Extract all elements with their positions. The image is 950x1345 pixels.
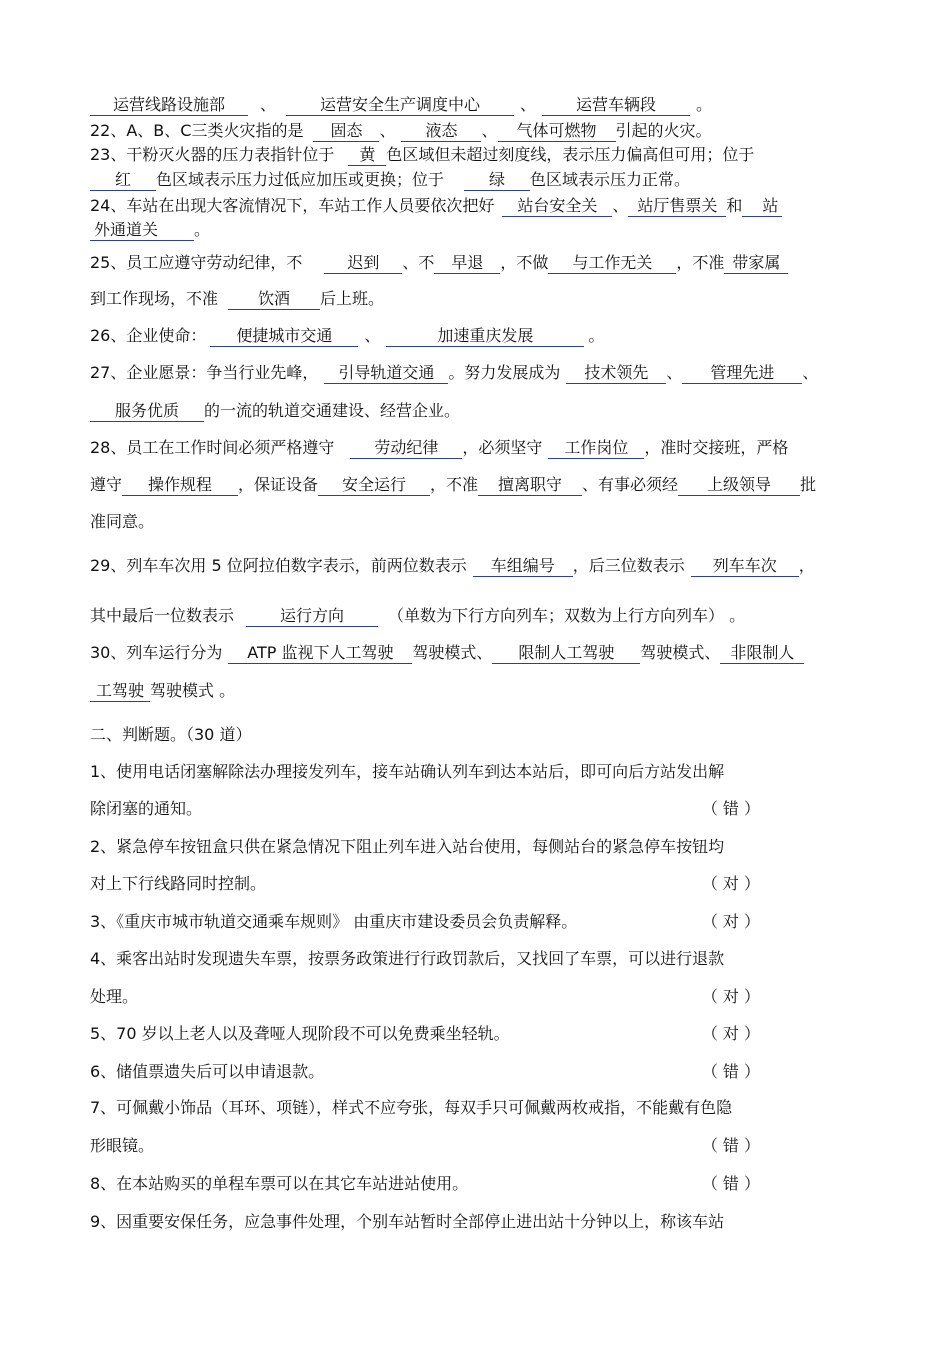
question-29-cont: 其中最后一位数表示 运行方向 （单数为下行方向列车；双数为上行方向列车） 。: [90, 606, 746, 625]
question-24-cont: 外通道关 。: [90, 219, 855, 241]
blank: 黄: [348, 145, 386, 166]
blank: 安全运行: [318, 475, 430, 496]
answer: （ 错 ）: [701, 1136, 760, 1155]
judgment-1-cont: 除闭塞的通知。 （ 错 ）: [90, 799, 760, 818]
question-28-end: 准同意。: [90, 512, 155, 531]
judgment-3: 3、《重庆市城市轨道交通乘车规则》 由重庆市建设委员会负责解释。 （ 对 ）: [90, 912, 760, 931]
blank: 液态: [401, 121, 481, 142]
answer: （ 对 ）: [701, 874, 760, 893]
answer: （ 错 ）: [701, 1062, 760, 1081]
blank: 擅离职守: [478, 475, 582, 496]
blank: 早退: [434, 253, 500, 274]
blank: 绿: [464, 170, 530, 191]
blank: 工作岗位: [548, 438, 644, 459]
blank: 非限制人: [720, 643, 804, 664]
blank: 站厅售票关: [628, 196, 726, 217]
blank: 技术领先: [566, 363, 666, 384]
judgment-7-cont: 形眼镜。 （ 错 ）: [90, 1136, 760, 1155]
judgment-2-cont: 对上下行线路同时控制。 （ 对 ）: [90, 874, 760, 893]
answer: （ 对 ）: [701, 1024, 760, 1043]
question-30-cont: 工驾驶 驾驶模式 。: [90, 680, 855, 702]
blank: 操作规程: [122, 475, 238, 496]
answer: （ 错 ）: [701, 799, 760, 818]
blank: 运营车辆段: [542, 95, 690, 116]
question-28: 28、员工在工作时间必须严格遵守 劳动纪律 ，必须坚守 工作岗位 ，准时交接班，严格: [90, 438, 789, 457]
judgment-2: 2、紧急停车按钮盒只供在紧急情况下阻止列车进入站台使用，每侧站台的紧急停车按钮均: [90, 837, 725, 856]
line-station-departments: 运营线路设施部 、 运营安全生产调度中心 、 运营车辆段 。: [90, 94, 855, 116]
blank: 饮酒: [228, 289, 320, 310]
blank: ATP 监视下人工驾驶: [228, 643, 412, 664]
blank: 运营安全生产调度中心: [286, 95, 514, 116]
question-29: 29、列车车次用 5 位阿拉伯数字表示，前两位数表示 车组编号 ，后三位数表示 列车车次 ，: [90, 556, 815, 575]
answer: （ 对 ）: [701, 987, 760, 1006]
blank: 外通道关: [90, 220, 194, 241]
blank: 固态: [313, 121, 379, 142]
blank: 车组编号: [473, 556, 573, 577]
blank: 气体可燃物: [498, 121, 616, 142]
blank: 与工作无关: [548, 253, 676, 274]
blank: 站: [742, 196, 782, 217]
question-27: 27、企业愿景：争当行业先峰， 引导轨道交通 。努力发展成为 技术领先 、 管理先进 、: [90, 363, 819, 382]
blank: 运营线路设施部: [90, 95, 248, 116]
question-25: 25、员工应遵守劳动纪律，不 迟到 、不 早退 ，不做 与工作无关 ，不准 带家属: [90, 252, 855, 274]
blank: 带家属: [724, 253, 788, 274]
judgment-4-cont: 处理。 （ 对 ）: [90, 987, 760, 1006]
question-23: 23、干粉灭火器的压力表指针位于 黄 色区域但未超过刻度线，表示压力偏高但可用；位于: [90, 145, 755, 164]
section-heading: 二、判断题。（30 道）: [90, 725, 252, 744]
blank: 工驾驶: [90, 681, 150, 702]
question-26: 26、企业使命： 便捷城市交通 、 加速重庆发展 。: [90, 326, 605, 345]
question-24: 24、车站在出现大客流情况下，车站工作人员要依次把好 站台安全关 、 站厅售票关 和 站: [90, 195, 855, 217]
judgment-7: 7、可佩戴小饰品（耳环、项链），样式不应夸张，每双手只可佩戴两枚戒指，不能戴有色隐: [90, 1098, 733, 1117]
blank: 迟到: [324, 253, 402, 274]
blank: 限制人工驾驶: [492, 643, 640, 664]
question-27-cont: 服务优质 的一流的轨道交通建设、经营企业。: [90, 400, 855, 422]
judgment-8: 8、在本站购买的单程车票可以在其它车站进站使用。 （ 错 ）: [90, 1174, 760, 1193]
question-25-cont: 到工作现场，不准 饮酒 后上班。: [90, 289, 385, 308]
judgment-1: 1、使用电话闭塞解除法办理接发列车，接车站确认列车到达本站后，即可向后方站发出解: [90, 762, 725, 781]
answer: （ 对 ）: [701, 912, 760, 931]
blank: 红: [90, 170, 156, 191]
blank: 引导轨道交通: [324, 363, 448, 384]
blank: 上级领导: [678, 475, 800, 496]
blank: 服务优质: [90, 401, 204, 422]
question-22: 22、A、B、C三类火灾指的是 固态 、 液态 、 气体可燃物 引起的火灾。: [90, 121, 712, 140]
judgment-4: 4、乘客出站时发现遗失车票，按票务政策进行行政罚款后，又找回了车票，可以进行退款: [90, 949, 725, 968]
blank: 劳动纪律: [350, 438, 462, 459]
question-30: 30、列车运行分为 ATP 监视下人工驾驶 驾驶模式、 限制人工驾驶 驾驶模式、 非限制人: [90, 642, 855, 664]
blank: 列车车次: [691, 556, 799, 577]
blank: 站台安全关: [502, 196, 612, 217]
answer: （ 错 ）: [701, 1174, 760, 1193]
blank: 加速重庆发展: [386, 326, 584, 347]
blank: 运行方向: [246, 606, 378, 627]
judgment-5: 5、70 岁以上老人以及聋哑人现阶段不可以免费乘坐轻轨。 （ 对 ）: [90, 1024, 760, 1043]
blank: 管理先进: [682, 363, 802, 384]
judgment-9: 9、因重要安保任务，应急事件处理，个别车站暂时全部停止进出站十分钟以上，称该车站: [90, 1212, 725, 1231]
question-28-cont: 遵守 操作规程 ，保证设备 安全运行 ，不准 擅离职守 、有事必须经 上级领导 批: [90, 475, 817, 494]
judgment-6: 6、储值票遗失后可以申请退款。 （ 错 ）: [90, 1062, 760, 1081]
question-23-cont: 红 色区域表示压力过低应加压或更换；位于 绿 色区域表示压力正常。: [90, 169, 855, 191]
blank: 便捷城市交通: [210, 326, 358, 347]
